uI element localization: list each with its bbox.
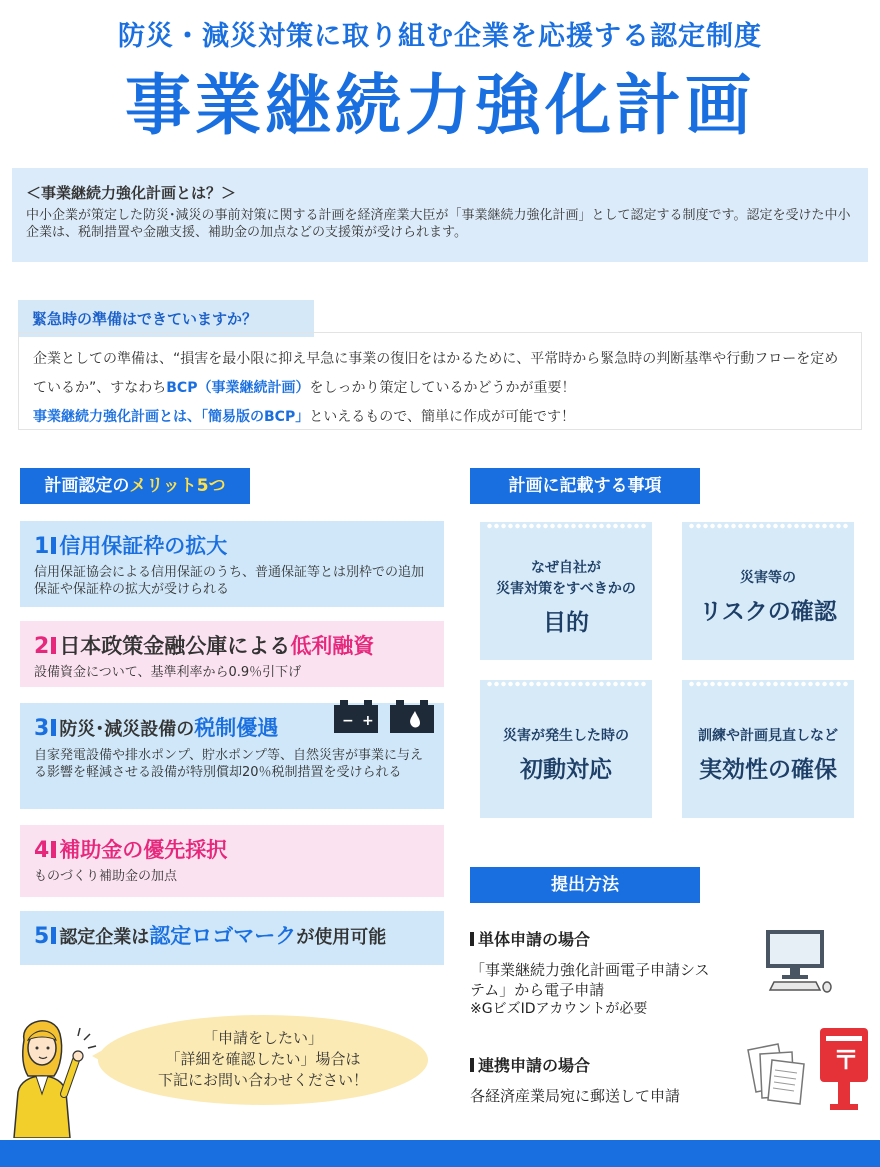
bar-mark xyxy=(470,1058,474,1072)
intro-body: 中小企業が策定した防災･減災の事前対策に関する計画を経済産業大臣が「事業継続力強化計画」として認定する制度です。認定を受けた中小企業は、税制措置や金融支援、補助金の加点などの支援策が受けられます。 xyxy=(26,208,851,240)
bubble-line-2: 「詳細を確認したい」場合は xyxy=(165,1050,361,1068)
svg-text:−: − xyxy=(342,713,354,729)
plan-card-risk xyxy=(682,522,854,660)
prep-highlight-bcp: BCP（事業継続計画） xyxy=(166,380,310,396)
single-application-label xyxy=(470,927,590,950)
subtitle: 防災・減災対策に取り組む企業を応援する認定制度 xyxy=(118,21,762,52)
merit-2-desc: 設備資金について、基準利率から0.9％引下げ xyxy=(34,665,302,680)
merits-tab-highlight: メリット5つ xyxy=(129,476,226,496)
prep-text-1: 企業としての準備は、“損害を最小限に抑え早急に事業の復旧をはかるために、平常時から緊急時の判断基準や行動フローを定めているか”、すなわち xyxy=(33,351,839,396)
merit-number: 4 xyxy=(34,838,50,863)
merit-title-text: 補助金の優先採択 xyxy=(59,838,228,862)
merit-3 xyxy=(20,703,444,809)
merit-4 xyxy=(20,825,444,897)
single-line-2: テム」から電子申請 xyxy=(470,981,605,999)
merits-tab xyxy=(20,468,250,504)
merit-number: 2 xyxy=(34,634,50,659)
prep-heading: 緊急時の準備はできていますか？ xyxy=(18,300,314,337)
bar-mark xyxy=(470,932,474,946)
merit-number: 3 xyxy=(34,716,50,741)
battery-icon xyxy=(332,697,436,737)
prep-highlight-simple-bcp: 事業継続力強化計画とは、「簡易版のBCP」 xyxy=(33,409,310,425)
joint-application-text: 各経済産業局宛に郵送して申請 xyxy=(470,1087,681,1105)
prep-text-3: といえるもので、簡単に作成が可能です！ xyxy=(309,409,575,425)
postbox-icon xyxy=(818,1024,870,1112)
merit-1 xyxy=(20,521,444,607)
svg-text:+: + xyxy=(362,713,374,729)
footer-bar xyxy=(0,1140,880,1167)
card-punch-holes xyxy=(688,522,848,530)
computer-icon xyxy=(764,928,836,994)
merit-number: 5 xyxy=(34,924,50,949)
merit-4-title xyxy=(34,837,430,864)
speech-bubble xyxy=(98,1015,428,1105)
card-big-text: 目的 xyxy=(543,609,589,636)
merit-title-text: 信用保証枠の拡大 xyxy=(59,534,228,558)
merit-2 xyxy=(20,621,444,687)
card-small-text: 災害等の xyxy=(740,570,796,586)
card-punch-holes xyxy=(486,522,646,530)
joint-application-label xyxy=(470,1053,590,1076)
merit-5-title xyxy=(34,923,430,951)
bar-mark xyxy=(51,841,56,858)
merit-title-highlight: 認定ロゴマーク xyxy=(149,924,297,948)
single-line-1: 「事業継続力強化計画電子申請シス xyxy=(470,961,710,979)
prep-text-2: をしっかり策定しているかどうかが重要！ xyxy=(309,380,576,396)
documents-icon xyxy=(742,1040,814,1106)
merit-title-highlight: 低利融資 xyxy=(290,634,375,658)
merit-title-text-end: が使用可能 xyxy=(296,927,387,948)
merit-4-desc: ものづくり補助金の加点 xyxy=(34,869,178,884)
card-small-text: 災害対策をすべきかの xyxy=(496,580,636,597)
merit-1-title xyxy=(34,533,430,560)
merits-tab-prefix: 計画認定の xyxy=(44,476,130,496)
bar-mark xyxy=(51,637,56,654)
merit-number: 1 xyxy=(34,534,50,559)
card-big-text: リスクの確認 xyxy=(699,599,837,625)
plan-card-effectiveness xyxy=(682,680,854,818)
merit-1-desc: 信用保証協会による信用保証のうち、普通保証等とは別枠での追加保証や保証枠の拡大が受けられる xyxy=(34,565,425,597)
page-title: 事業継続力強化計画 xyxy=(125,67,755,144)
card-punch-holes xyxy=(688,680,848,688)
bar-mark xyxy=(51,927,56,944)
card-small-text: なぜ自社が xyxy=(531,559,601,576)
card-big-text: 実効性の確保 xyxy=(699,757,837,783)
bar-mark xyxy=(51,537,56,554)
intro-box xyxy=(12,168,868,262)
woman-illustration xyxy=(2,1010,98,1138)
joint-application-label-text: 連携申請の場合 xyxy=(478,1056,591,1075)
merit-title-text: 日本政策金融公庫による xyxy=(59,634,291,658)
merit-3-desc: 自家発電設備や排水ポンプ、貯水ポンプ等、自然災害が事業に与える影響を軽減させる設備が特別償却20％税制措置を受けられる xyxy=(34,748,423,780)
merit-title-highlight: 税制優遇 xyxy=(194,716,279,740)
bubble-line-3: 下記にお問い合わせください！ xyxy=(157,1071,368,1089)
intro-heading: ＜事業継続力強化計画とは？＞ xyxy=(26,184,237,202)
prep-box xyxy=(18,332,862,430)
merit-2-title xyxy=(34,633,430,660)
card-small-text: 訓練や計画見直しなど xyxy=(698,728,838,744)
svg-text:〒: 〒 xyxy=(833,1046,860,1076)
single-note: ※GビズIDアカウントが必要 xyxy=(470,1001,648,1017)
plan-card-purpose xyxy=(480,522,652,660)
bubble-line-1: 「申請をしたい」 xyxy=(202,1029,323,1047)
merit-title-text: 認定企業は xyxy=(59,927,150,948)
merit-5 xyxy=(20,911,444,965)
plan-card-initial-response xyxy=(480,680,652,818)
submission-tab: 提出方法 xyxy=(470,867,700,903)
plan-items-tab: 計画に記載する事項 xyxy=(470,468,700,504)
single-application-label-text: 単体申請の場合 xyxy=(478,930,591,949)
card-big-text: 初動対応 xyxy=(520,757,612,783)
card-punch-holes xyxy=(486,680,646,688)
card-small-text: 災害が発生した時の xyxy=(503,728,629,744)
single-application-text xyxy=(470,960,710,1018)
merit-title-text: 防災･減災設備の xyxy=(59,719,195,740)
bar-mark xyxy=(51,719,56,736)
